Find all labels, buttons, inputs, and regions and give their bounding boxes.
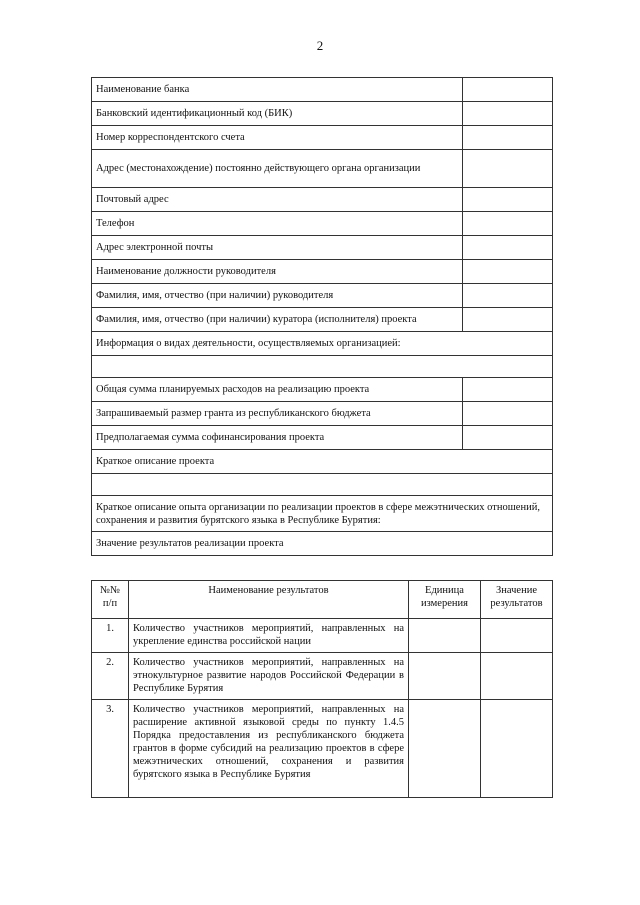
table-row bbox=[92, 700, 553, 798]
table-row bbox=[92, 284, 553, 308]
table-row bbox=[92, 308, 553, 332]
short-description-value-cell[interactable] bbox=[92, 474, 553, 496]
row-label: Запрашиваемый размер гранта из республиканского бюджета bbox=[92, 402, 463, 426]
activities-value-cell[interactable] bbox=[92, 356, 553, 378]
column-header-name: Наименование результатов bbox=[129, 581, 409, 619]
value-cell[interactable] bbox=[463, 426, 553, 450]
value-cell[interactable] bbox=[481, 653, 553, 700]
row-label: Фамилия, имя, отчество (при наличии) руководителя bbox=[92, 284, 463, 308]
value-cell[interactable] bbox=[481, 619, 553, 653]
value-cell[interactable] bbox=[463, 236, 553, 260]
column-header-value: Значение результатов bbox=[481, 581, 553, 619]
value-cell[interactable] bbox=[463, 126, 553, 150]
table-row bbox=[92, 260, 553, 284]
column-header-number: №№ п/п bbox=[92, 581, 129, 619]
activities-label: Информация о видах деятельности, осуществляемых организацией: bbox=[92, 332, 553, 356]
short-description-label: Краткое описание проекта bbox=[92, 450, 553, 474]
row-label: Адрес электронной почты bbox=[92, 236, 463, 260]
row-label: Номер корреспондентского счета bbox=[92, 126, 463, 150]
value-cell[interactable] bbox=[463, 402, 553, 426]
unit-cell[interactable] bbox=[409, 653, 481, 700]
table-row bbox=[92, 378, 553, 402]
value-cell[interactable] bbox=[481, 700, 553, 798]
table-row bbox=[92, 236, 553, 260]
table-row bbox=[92, 102, 553, 126]
row-label: Общая сумма планируемых расходов на реализацию проекта bbox=[92, 378, 463, 402]
value-cell[interactable] bbox=[463, 150, 553, 188]
row-number: 3. bbox=[92, 700, 129, 798]
result-name: Количество участников мероприятий, направленных на этнокультурное развитие народов Российской Федерации в Республике Бурятия bbox=[129, 653, 409, 700]
results-title: Значение результатов реализации проекта bbox=[92, 532, 553, 556]
value-cell[interactable] bbox=[463, 378, 553, 402]
table-row bbox=[92, 212, 553, 236]
value-cell[interactable] bbox=[463, 188, 553, 212]
table-header-row bbox=[92, 581, 553, 619]
table-row bbox=[92, 188, 553, 212]
table-row bbox=[92, 332, 553, 356]
unit-cell[interactable] bbox=[409, 700, 481, 798]
row-label: Телефон bbox=[92, 212, 463, 236]
table-row bbox=[92, 532, 553, 556]
value-cell[interactable] bbox=[463, 308, 553, 332]
table-row bbox=[92, 402, 553, 426]
table-row bbox=[92, 150, 553, 188]
row-label: Наименование должности руководителя bbox=[92, 260, 463, 284]
value-cell[interactable] bbox=[463, 260, 553, 284]
table-row bbox=[92, 619, 553, 653]
row-number: 2. bbox=[92, 653, 129, 700]
table-row bbox=[92, 78, 553, 102]
row-number: 1. bbox=[92, 619, 129, 653]
row-label: Наименование банка bbox=[92, 78, 463, 102]
table-row bbox=[92, 426, 553, 450]
row-label: Адрес (местонахождение) постоянно действующего органа организации bbox=[92, 150, 463, 188]
unit-cell[interactable] bbox=[409, 619, 481, 653]
page-number: 2 bbox=[316, 38, 324, 53]
value-cell[interactable] bbox=[463, 78, 553, 102]
experience-label: Краткое описание опыта организации по реализации проектов в сфере межэтнических отношений, сохранения и развития бурятского языка в Республике Бурятия: bbox=[92, 496, 553, 532]
table-row bbox=[92, 474, 553, 496]
row-label: Предполагаемая сумма софинансирования проекта bbox=[92, 426, 463, 450]
result-name: Количество участников мероприятий, направленных на укрепление единства российской нации bbox=[129, 619, 409, 653]
row-label: Почтовый адрес bbox=[92, 188, 463, 212]
table-row bbox=[92, 356, 553, 378]
column-header-unit: Единица измерения bbox=[409, 581, 481, 619]
result-name: Количество участников мероприятий, направленных на расширение активной языковой среды по пункту 1.4.5 Порядка предоставления из республиканского бюджета грантов в форме субсидий на реализацию проектов в сфере межэтнических отношений, сохранения и развития бурятского языка в Республике Бурятия bbox=[129, 700, 409, 798]
value-cell[interactable] bbox=[463, 212, 553, 236]
value-cell[interactable] bbox=[463, 284, 553, 308]
table-row bbox=[92, 126, 553, 150]
results-table bbox=[91, 580, 553, 798]
row-label: Фамилия, имя, отчество (при наличии) куратора (исполнителя) проекта bbox=[92, 308, 463, 332]
value-cell[interactable] bbox=[463, 102, 553, 126]
row-label: Банковский идентификационный код (БИК) bbox=[92, 102, 463, 126]
table-row bbox=[92, 496, 553, 532]
table-row bbox=[92, 450, 553, 474]
table-row bbox=[92, 653, 553, 700]
organization-info-table bbox=[91, 77, 553, 556]
